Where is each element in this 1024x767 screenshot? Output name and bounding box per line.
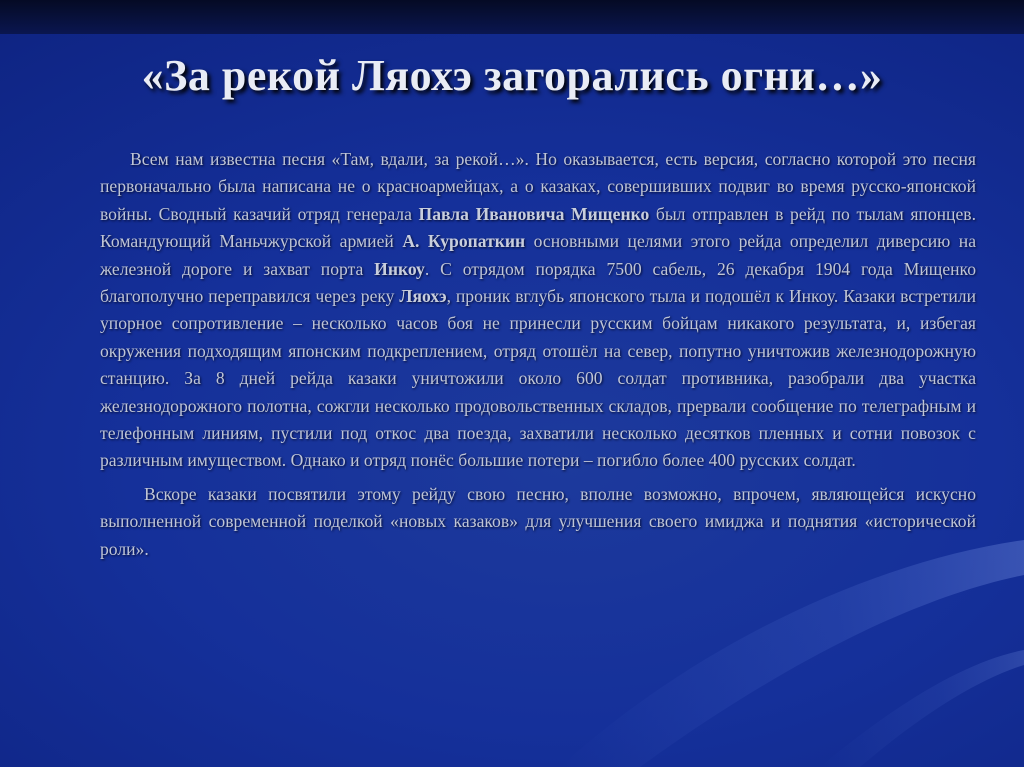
bold-name-segment: Инкоу bbox=[374, 258, 425, 279]
text-segment: был отправлен в рейд по тылам японцев. Командующий Маньчжурской армией bbox=[100, 203, 976, 252]
top-dark-band bbox=[0, 0, 1024, 34]
bold-name-segment: Павла Ивановича Мищенко bbox=[418, 203, 650, 224]
slide-body bbox=[100, 146, 976, 569]
bold-name-segment: А. Куропаткин bbox=[402, 231, 526, 252]
paragraph-conclusion: Вскоре казаки посвятили этому рейду свою песню, вполне возможно, впрочем, являющейся искусно выполненной современной поделкой «новых казаков» для улучшения своего имиджа и поднятия «исторической роли». bbox=[100, 483, 976, 559]
slide-title: «За рекой Ляохэ загорались огни…» bbox=[141, 51, 883, 100]
text-segment: основными целями этого рейда определил диверсию на железной дороге и захват порта bbox=[100, 231, 977, 279]
text-segment: . С отрядом порядка 7500 сабель, 26 декабря 1904 года Мищенко благополучно переправился через реку bbox=[100, 258, 977, 307]
text-segment: , проник вглубь японского тыла и подошёл к Инкоу. Казаки встретили упорное сопротивление – несколько часов боя не принесли русским бойцам никакого результата, и, избегая окружения подходящим японским подкреплением, отряд отошёл на север, попутно уничтожив железнодорожную станцию. За 8 дней рейда казаки уничтожили около 600 солдат противника, разобрали два участка железнодорожного полотна, сожгли несколько продовольственных складов, прервали сообщение по телеграфным и телефонным линиям, пустили под откос два поезда, захватили несколько десятков пленных и сотни повозок с различным имуществом. Однако и отряд понёс большие потери – погибло более 400 русских солдат. bbox=[100, 286, 976, 471]
text-segment: Всем нам известна песня «Там, вдали, за рекой…». Но оказывается, есть версия, согласно которой это песня первоначально была написана не о красноармейцах, а о казаках, совершивших подвиг во время русско-японской войны. Сводный казачий отряд генерала bbox=[100, 149, 976, 224]
bold-name-segment: Ляохэ bbox=[399, 286, 447, 307]
paragraph-main bbox=[100, 146, 976, 475]
